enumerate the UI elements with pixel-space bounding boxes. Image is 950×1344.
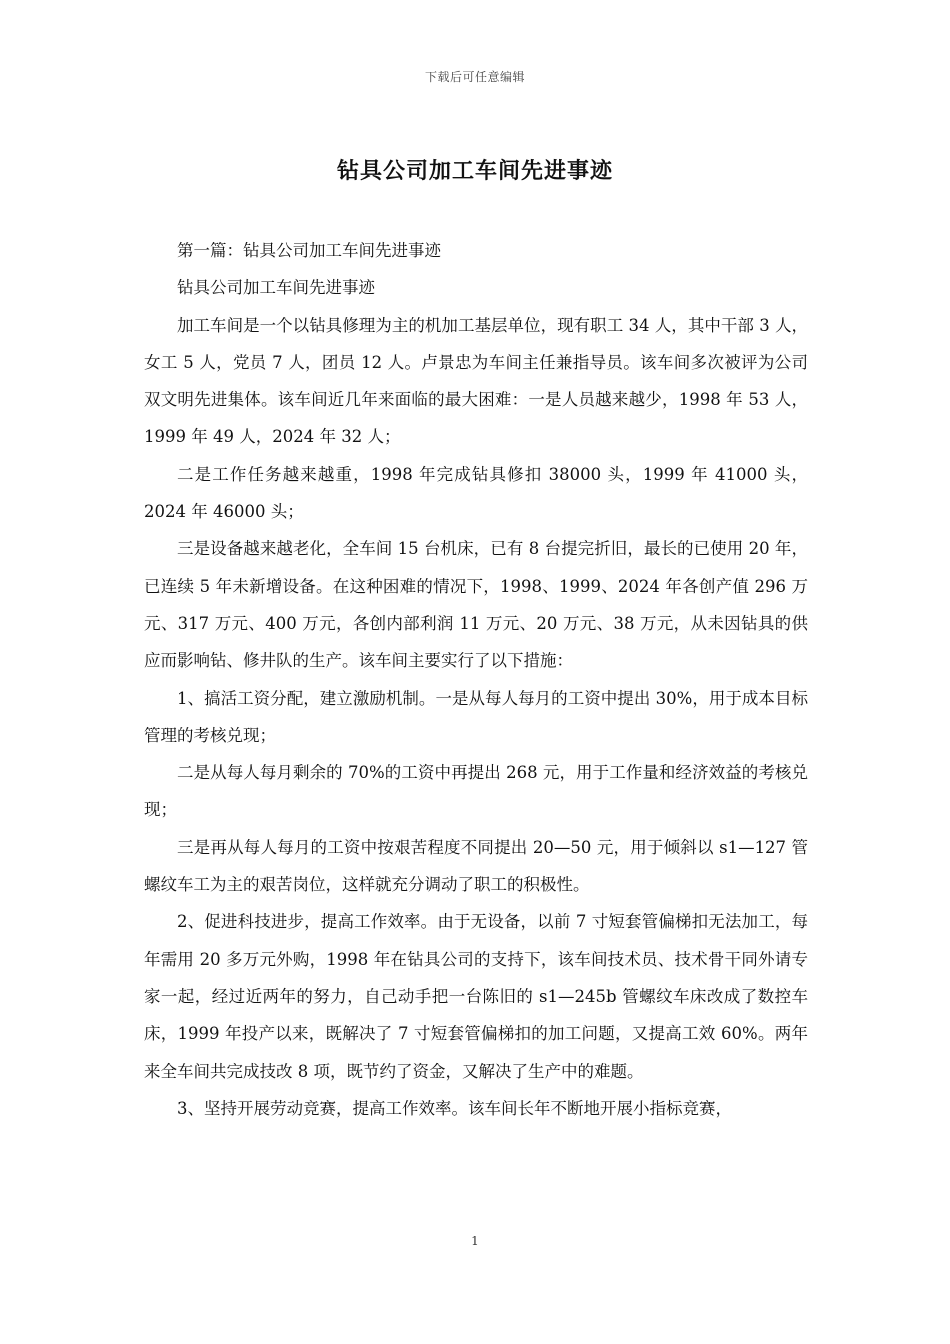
- body-paragraph: 二是工作任务越来越重，1998 年完成钻具修扣 38000 头，1999 年 41000 头，2024 年 46000 头；: [144, 464, 808, 522]
- document-title: 钻具公司加工车间先进事迹: [336, 158, 613, 184]
- body-paragraph: 2、促进科技进步，提高工作效率。由于无设备，以前 7 寸短套管偏梯扣无法加工，每年需用 20 多万元外购，1998 年在钻具公司的支持下，该车间技术员、技术骨干同外请专家一起，经过近两年的努力，自己动手把一台陈旧的 s1—245b 管螺纹车床改成了数控车床，1999 年投产以来，既解决了 7 寸短套管偏梯扣的加工问题，又提高工效 60%。两年来全车间共完成技改 8 项，既节约了资金，又解决了生产中的难题。: [144, 912, 808, 1081]
- body-paragraph: 二是从每人每月剩余的 70%的工资中再提出 268 元，用于工作量和经济效益的考核兑现；: [144, 763, 808, 820]
- body-paragraph: 三是再从每人每月的工资中按艰苦程度不同提出 20—50 元，用于倾斜以 s1—127 管螺纹车工为主的艰苦岗位，这样就充分调动了职工的积极性。: [144, 837, 808, 895]
- body-paragraph: 3、坚持开展劳动竞赛，提高工作效率。该车间长年不断地开展小指标竞赛，: [177, 1098, 732, 1118]
- page-header-note: 下载后可任意编辑: [424, 70, 525, 84]
- body-paragraph: 1、搞活工资分配，建立激励机制。一是从每人每月的工资中提出 30%，用于成本目标管理的考核兑现；: [144, 688, 808, 745]
- document-body: [144, 232, 808, 1127]
- section-heading: 第一篇：钻具公司加工车间先进事迹: [177, 241, 441, 260]
- page-number: 1: [471, 1234, 479, 1248]
- body-paragraph: 加工车间是一个以钻具修理为主的机加工基层单位，现有职工 34 人，其中干部 3 人，女工 5 人，党员 7 人，团员 12 人。卢景忠为车间主任兼指导员。该车间多次被评为公司双文明先进集体。该车间近几年来面临的最大困难：一是人员越来越少，1998 年 53 人，1999 年 49 人，2024 年 32 人；: [144, 315, 808, 447]
- body-paragraph: 三是设备越来越老化，全车间 15 台机床，已有 8 台提完折旧，最长的已使用 20 年，已连续 5 年未新增设备。在这种困难的情况下，1998、1999、2024 年各创产值 296 万元、317 万元、400 万元，各创内部利润 11 万元、20 万元、38 万元，从未因钻具的供应而影响钻、修井队的生产。该车间主要实行了以下措施：: [144, 539, 808, 671]
- subsection-title: 钻具公司加工车间先进事迹: [177, 278, 375, 298]
